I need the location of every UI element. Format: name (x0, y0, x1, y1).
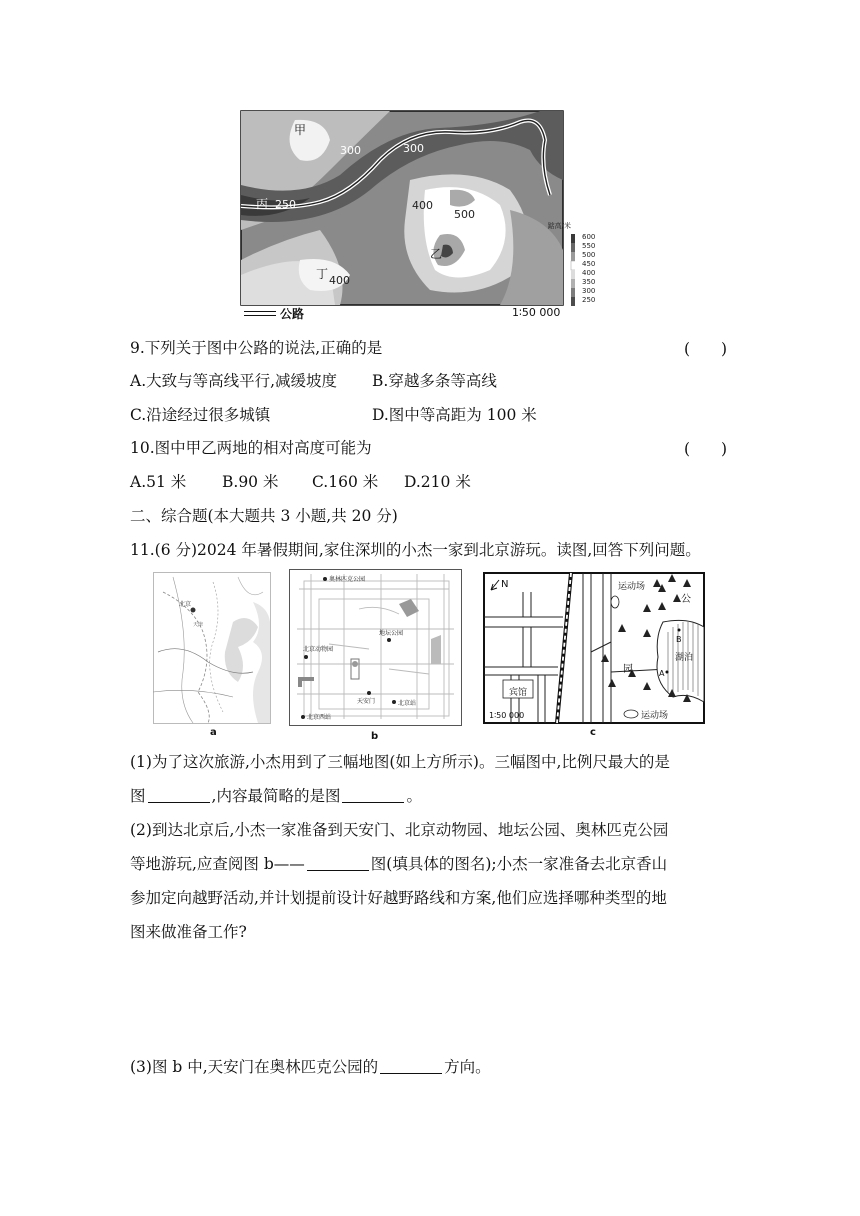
elevation-legend (571, 234, 575, 306)
figure-b-label-ditan: 地坛公园 (379, 630, 404, 637)
figure-b-label-tiananmen: 天安门 (357, 698, 376, 705)
contour-400-a: 400 (412, 199, 433, 212)
q11-part2-prefix: 等地游玩,应查阅图 b—— (130, 855, 305, 873)
figure-c-sports-field-2: 运动场 (641, 711, 669, 721)
figure-a-caption: a (210, 727, 217, 738)
contour-300-a: 300 (340, 144, 361, 157)
legend-value: 350 (582, 278, 596, 286)
legend-value: 300 (582, 287, 596, 295)
figure-c-caption: c (590, 727, 596, 738)
q9-option-b: B.穿越多条等高线 (372, 372, 497, 390)
figure-a-label-beijing: 北京 (179, 601, 192, 608)
q11-part1-middle: ,内容最简略的是图 (211, 787, 341, 805)
answer-blank[interactable] (148, 788, 210, 803)
q11-part1-line2 (130, 785, 422, 807)
legend-value: 550 (582, 242, 596, 250)
figure-c-point-a: A (659, 669, 665, 678)
q10-stem: 10.图中甲乙两地的相对高度可能为 (130, 439, 372, 457)
q10-answer-paren: ( ) (684, 440, 728, 458)
figure-b-map (289, 569, 462, 726)
label-jia: 甲 (294, 123, 307, 137)
figure-c-scale: 1∶50 000 (489, 711, 525, 720)
legend-value: 450 (582, 260, 596, 268)
label-bing: 丙 (256, 197, 269, 211)
figure-b-label-zoo: 北京动物园 (303, 646, 334, 653)
legend-value: 600 (582, 233, 596, 241)
q10-option-a: A.51 米 (130, 473, 187, 491)
q9-stem: 9.下列关于图中公路的说法,正确的是 (130, 339, 383, 357)
q10-option-b: B.90 米 (222, 473, 279, 491)
q11-part2-line4: 图来做准备工作? (130, 923, 247, 941)
answer-blank[interactable] (342, 788, 404, 803)
figure-c-park-gong: 公 (681, 594, 691, 605)
figure-b-caption: b (371, 731, 379, 742)
figure-c-park-yuan: 园 (623, 664, 633, 675)
q9-option-a: A.大致与等高线平行,减缓坡度 (130, 372, 338, 390)
figure-c-map (483, 572, 705, 724)
contour-250: 250 (275, 198, 296, 211)
answer-blank[interactable] (380, 1059, 442, 1074)
q11-part1-line1: (1)为了这次旅游,小杰用到了三幅地图(如上方所示)。三幅图中,比例尺最大的是 (130, 753, 670, 771)
figure-a-label-tianjin: 天津 (193, 622, 204, 628)
q9-answer-paren: ( ) (684, 340, 728, 358)
q11-part3 (130, 1056, 491, 1078)
road-legend-symbol (244, 311, 276, 316)
legend-value: 250 (582, 296, 596, 304)
contour-300-b: 300 (403, 142, 424, 155)
q9-option-c: C.沿途经过很多城镇 (130, 406, 271, 424)
q11-part2-line2 (130, 853, 667, 875)
section-heading: 二、综合题(本大题共 3 小题,共 20 分) (130, 507, 398, 525)
q11-part3-end: 方向。 (444, 1058, 491, 1076)
figure-c-north: N (501, 579, 509, 590)
figure-c-sports-field-1: 运动场 (618, 582, 646, 592)
contour-500: 500 (454, 208, 475, 221)
figure-c-hotel: 宾馆 (509, 688, 528, 698)
contour-400-b: 400 (329, 274, 350, 287)
q10-option-d: D.210 米 (404, 473, 471, 491)
figure-c-lake: 湖泊 (675, 653, 694, 663)
legend-value: 500 (582, 251, 596, 259)
legend-values (582, 233, 595, 305)
figure-b-label-west-station: 北京西站 (307, 714, 332, 721)
topographic-map (240, 110, 575, 322)
figure-b-label-olympic: 奥林匹克公园 (329, 576, 366, 583)
figure-b-label-station: 北京站 (398, 700, 417, 707)
label-ding: 丁 (316, 267, 329, 281)
q11-part1-end: 。 (406, 787, 422, 805)
q9-option-d: D.图中等高距为 100 米 (372, 406, 537, 424)
q11-part2-line3: 参加定向越野活动,并计划提前设计好越野路线和方案,他们应选择哪种类型的地 (130, 889, 667, 907)
road-legend-label: 公路 (280, 307, 305, 321)
q10-option-c: C.160 米 (312, 473, 379, 491)
legend-title: 踮高/米 (547, 222, 571, 230)
q11-part1-prefix: 图 (130, 787, 146, 805)
answer-blank[interactable] (307, 856, 369, 871)
map-scale: 1∶50 000 (512, 306, 561, 319)
figure-c-point-b: B (676, 635, 682, 644)
legend-value: 400 (582, 269, 596, 277)
q11-stem: 11.(6 分)2024 年暑假期间,家住深圳的小杰一家到北京游玩。读图,回答下列问题。 (130, 541, 701, 559)
q11-part2-suffix: 图(填具体的图名);小杰一家准备去北京香山 (370, 855, 668, 873)
figure-a-map (153, 572, 271, 724)
q11-part2-line1: (2)到达北京后,小杰一家准备到天安门、北京动物园、地坛公园、奥林匹克公园 (130, 821, 669, 839)
q11-part3-prefix: (3)图 b 中,天安门在奥林匹克公园的 (130, 1058, 379, 1076)
label-yi: 乙 (430, 247, 443, 261)
